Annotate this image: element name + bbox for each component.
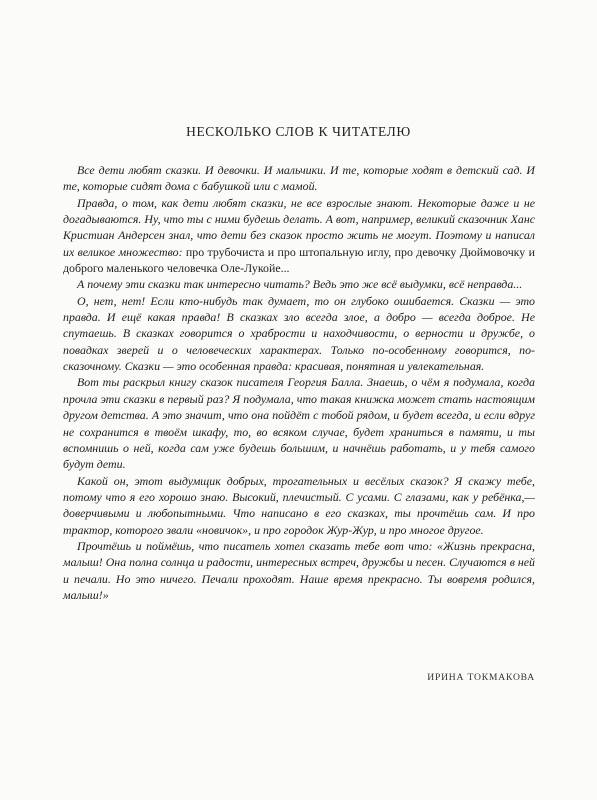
page-title: НЕСКОЛЬКО СЛОВ К ЧИТАТЕЛЮ <box>186 124 411 139</box>
paragraph: Прочтёшь и поймёшь, что писатель хотел сказать тебе вот что: «Жизнь прекрасна, малыш! Она полна солнца и радости, интересных встреч, дружбы и песен. Случаются в ней и печали. Но это ничего. Печали проходят. Наше время прекрасно. Ты вовремя родился, малыш!» <box>63 538 535 602</box>
paragraph: Правда, о том, как дети любят сказки, не все взрослые знают. Некоторые даже и не догадываются. Ну, что ты с ними будешь делать. А вот, например, великий сказочник Ханс Кристиан Андерсен знал, что дети без сказок просто жить не могут. Поэтому и написал их великое множество: про трубочиста и про штопальную иглу, про девочку Дюймовочку и доброго маленького человечка Оле-Лукойе... <box>63 195 535 276</box>
paragraph: Какой он, этот выдумщик добрых, трогательных и весёлых сказок? Я скажу тебе, потому что я его хорошо знаю. Высокий, плечистый. С усами. С глазами, как у ребёнка,— доверчивыми и любопытными. Что написано в его сказках, ты прочтёшь сам. И про трактор, которого звали «новичок», и про городок Жур-Жур, и про многое другое. <box>63 473 535 537</box>
paragraph: А почему эти сказки так интересно читать? Ведь это же всё выдумки, всё неправда... <box>77 277 523 292</box>
paragraph: Вот ты раскрыл книгу сказок писателя Георгия Балла. Знаешь, о чём я подумала, когда прочла эти сказки в первый раз? Я подумала, что такая книжка может стать настоящим другом детства. А это значит, что она пойдёт с тобой рядом, и будет всегда, и если вдруг не сохранится в твоём шкафу, то, во всяком случае, будет храниться в памяти, и ты вспомнишь о ней, когда сам уже будешь большим, и начнёшь работать, и у тебя самого будут дети. <box>63 375 535 472</box>
paragraph: Все дети любят сказки. И девочки. И мальчики. И те, которые ходят в детский сад. И те, которые сидят дома с бабушкой или с мамой. <box>63 163 535 194</box>
foreword-text <box>63 162 535 603</box>
author-signature: ИРИНА ТОКМАКОВА <box>427 672 535 683</box>
paragraph: О, нет, нет! Если кто-нибудь так думает, то он глубоко ошибается. Сказки — это правда. И ещё какая правда! В сказках зло всегда злое, а добро — всегда доброе. Не спутаешь. В сказках говорится о храбрости и находчивости, о верности и дружбе, о повадках зверей и о человеческих характерах. Только по-особенному говорится, по-сказочному. Сказки — это особенная правда: красивая, понятная и увлекательная. <box>63 293 535 374</box>
